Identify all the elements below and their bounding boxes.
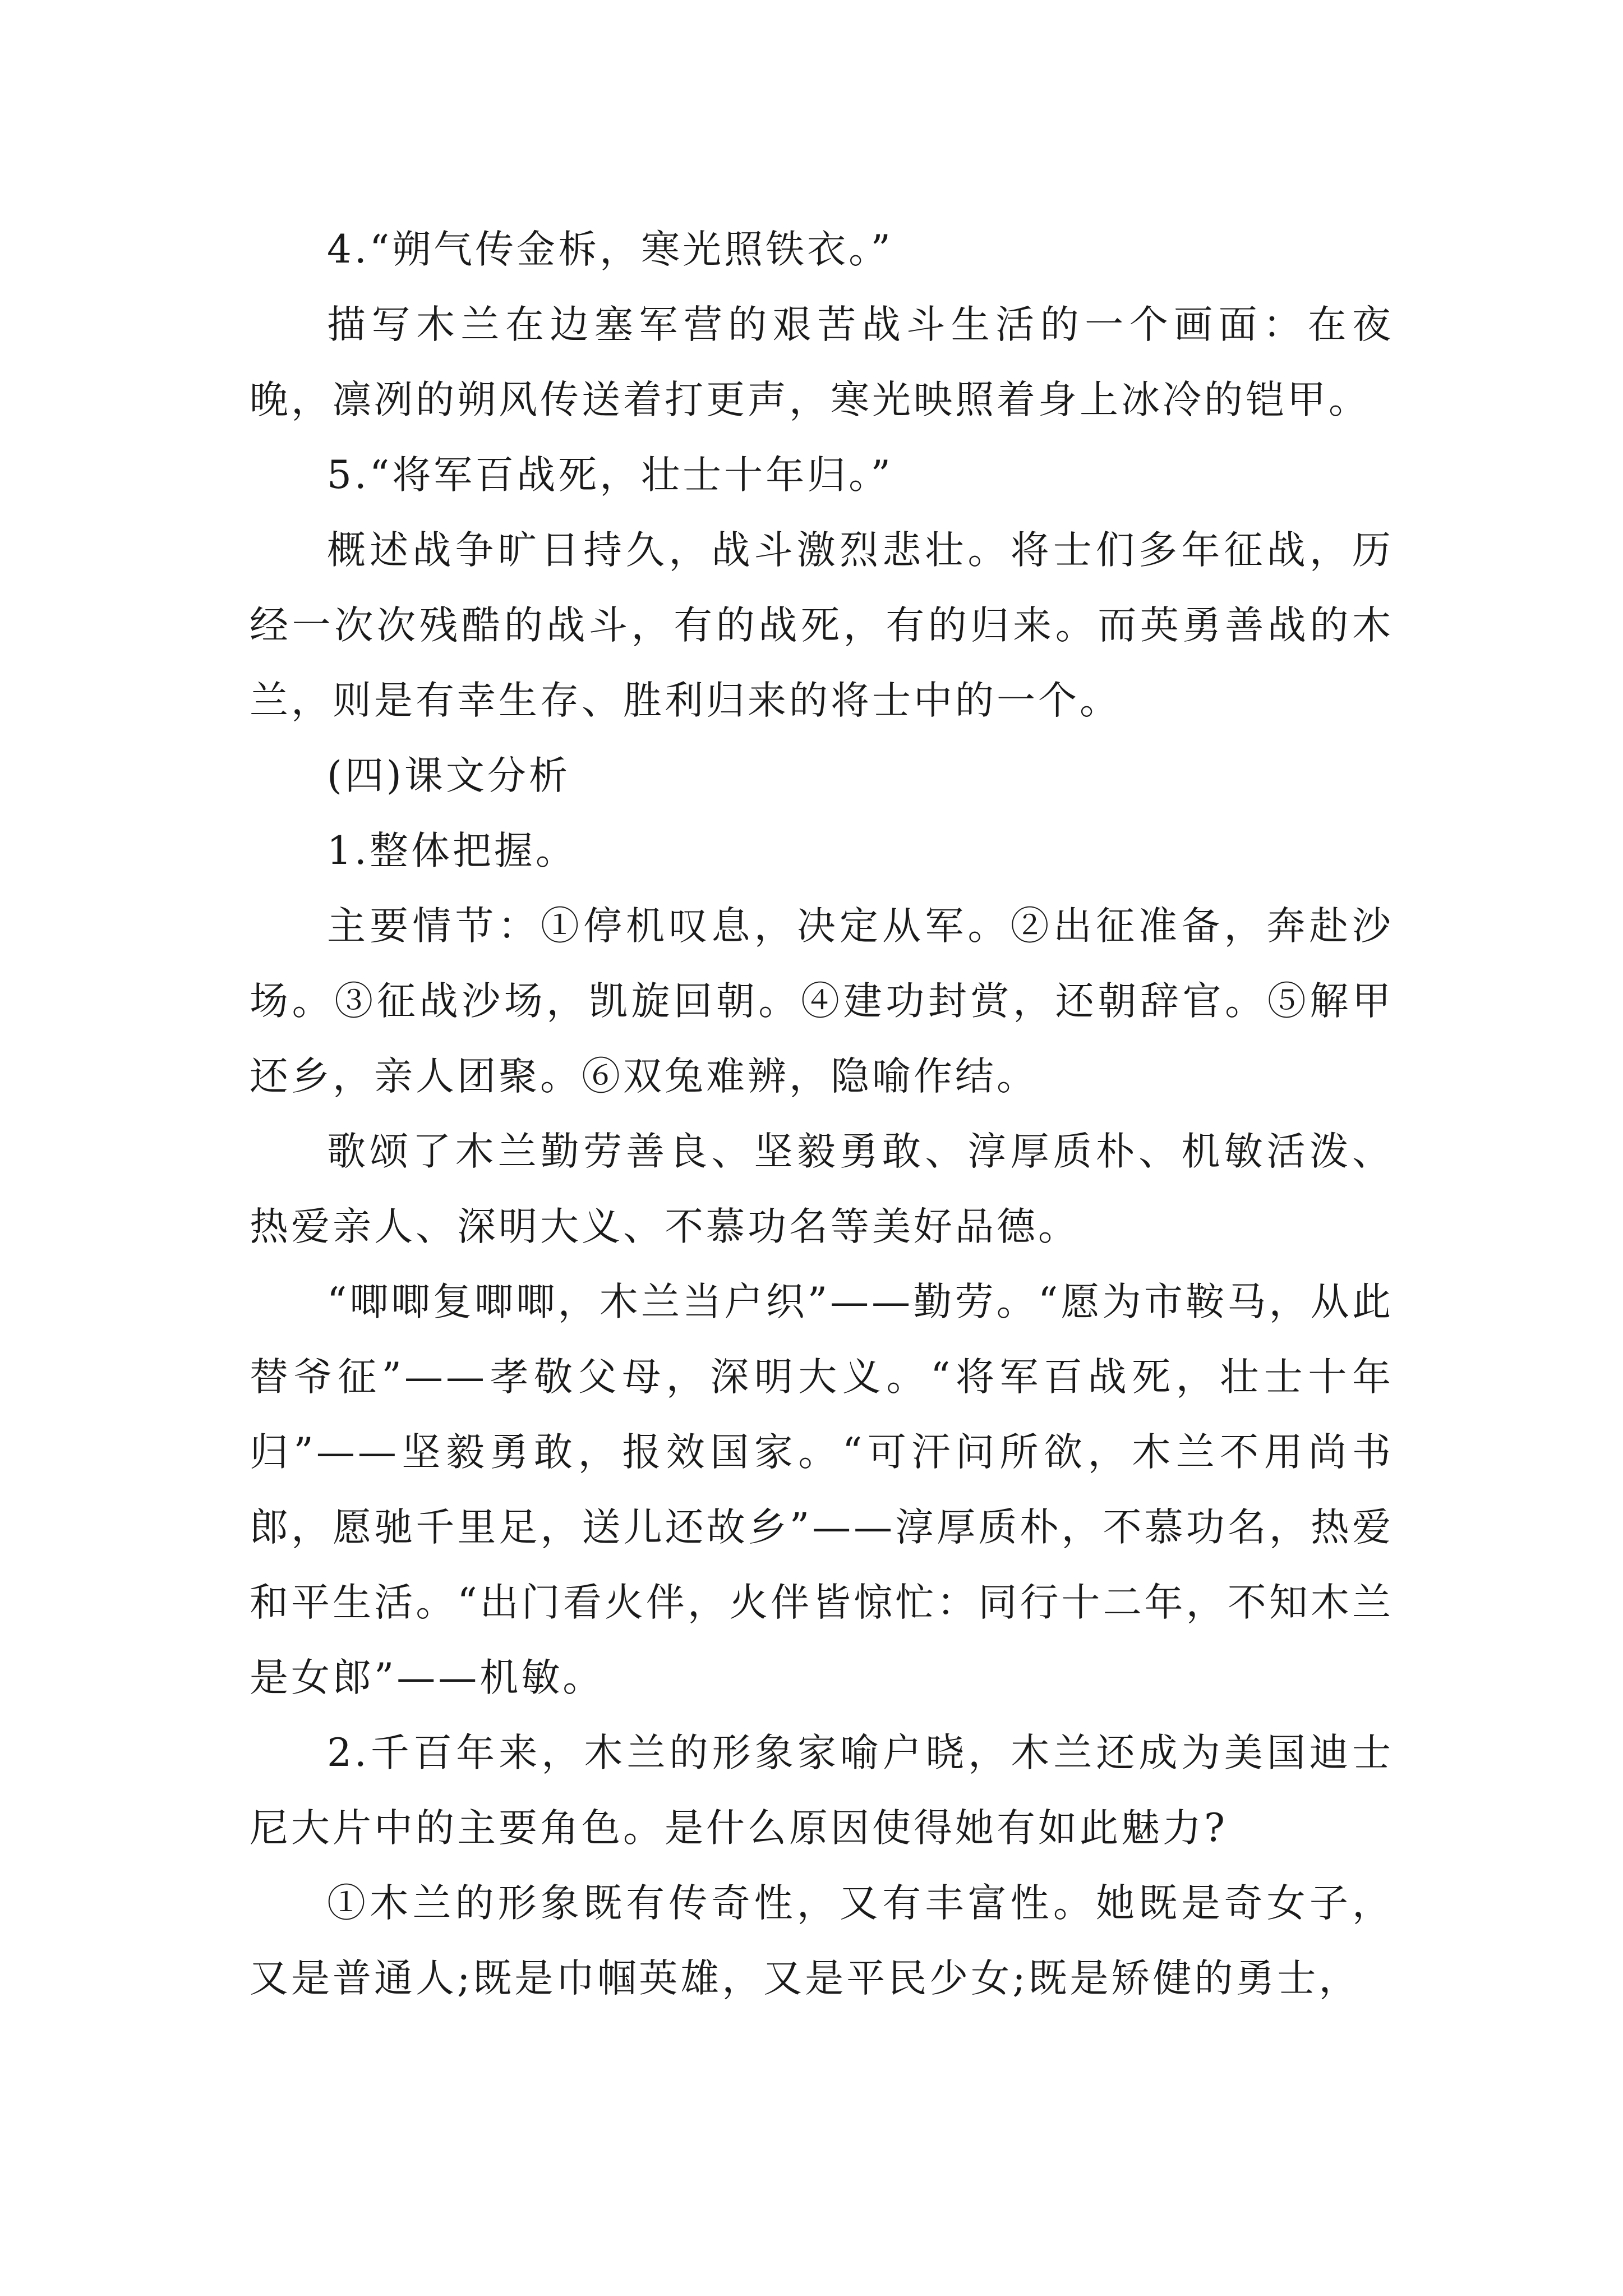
paragraph-quote-analysis: “唧唧复唧唧，木兰当户织”——勤劳。“愿为市鞍马，从此替爷征”——孝敬父母，深明大义。“将军百战死，壮士十年归”——坚毅勇敢，报效国家。“可汗问所欲，木兰不用尚书郎，愿驰千里足，送儿还故乡”——淳厚质朴，不慕功名，热爱和平生活。“出门看火伴，火伴皆惊忙：同行十二年，不知木兰是女郎”——机敏。	[250, 1280, 1394, 1700]
paragraph-answer-1: ①木兰的形象既有传奇性，又有丰富性。她既是奇女子，又是普通人;既是巾帼英雄，又是平民少女;既是矫健的勇士，	[250, 1881, 1394, 2001]
paragraph-virtues: 歌颂了木兰勤劳善良、坚毅勇敢、淳厚质朴、机敏活泼、热爱亲人、深明大义、不慕功名等美好品德。	[250, 1129, 1394, 1249]
paragraph-quote-5: 5.“将军百战死，壮士十年归。”	[327, 453, 893, 498]
paragraph-explanation-4: 描写木兰在边塞军营的艰苦战斗生活的一个画面：在夜晚，凛冽的朔风传送着打更声，寒光映照着身上冰冷的铠甲。	[250, 302, 1394, 422]
paragraph-question-2: 2.千百年来，木兰的形象家喻户晓，木兰还成为美国迪士尼大片中的主要角色。是什么原因使得她有如此魅力?	[250, 1731, 1394, 1851]
paragraph-main-plot: 主要情节：①停机叹息，决定从军。②出征准备，奔赴沙场。③征战沙场，凯旋回朝。④建功封赏，还朝辞官。⑤解甲还乡，亲人团聚。⑥双兔难辨，隐喻作结。	[250, 904, 1394, 1099]
subheading-overall: 1.整体把握。	[327, 829, 577, 873]
document-body	[250, 212, 1394, 2016]
section-heading: (四)课文分析	[327, 753, 570, 798]
paragraph-quote-4: 4.“朔气传金柝，寒光照铁衣。”	[327, 227, 893, 272]
paragraph-explanation-5: 概述战争旷日持久，战斗激烈悲壮。将士们多年征战，历经一次次残酷的战斗，有的战死，有的归来。而英勇善战的木兰，则是有幸生存、胜利归来的将士中的一个。	[250, 528, 1394, 723]
